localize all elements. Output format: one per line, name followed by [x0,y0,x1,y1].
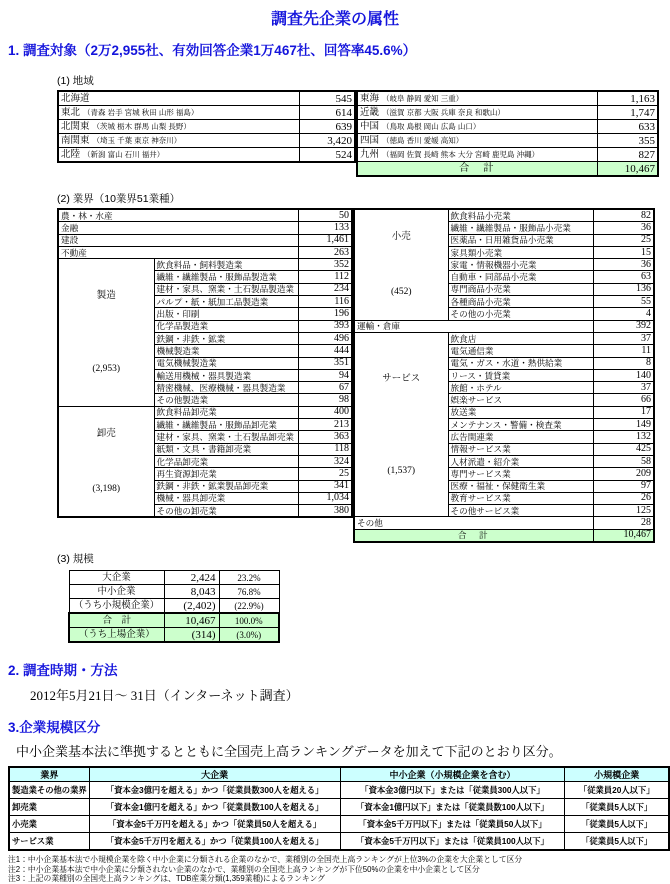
region-count-cell: 524 [299,148,355,163]
region-count-cell: 545 [299,91,355,106]
region-count-cell: 1,163 [597,91,658,106]
classification-criteria-cell: 「資本金5千万円以下」または「従業員50人以下」 [340,816,565,833]
industry-group-count: (452) [390,287,412,298]
region-name-cell [58,120,299,134]
industry-table-left [57,208,353,518]
industry-subcategory-cell: 繊維・繊維製品・服飾品小売業 [448,222,593,234]
industry-subcategory-cell: 人材派遣・紹介業 [448,455,593,467]
classification-row [9,833,669,851]
industry-count-cell: 25 [298,468,352,480]
classification-criteria-cell: 「資本金3億円以下」または「従業員300人以下」 [340,782,565,799]
region-name: 四国 [360,134,380,146]
industry-count-cell: 118 [298,443,352,455]
scale-label-cell: （うち小規模企業） [69,599,164,614]
prefecture-list: （徳島 香川 愛媛 高知） [382,135,464,145]
industry-group-count: (1,537) [387,465,416,476]
industry-subcategory-cell: その他の小売業 [448,308,593,320]
industry-count-cell: 98 [298,394,352,406]
prefecture-list: （鳥取 島根 岡山 広島 山口） [382,121,481,131]
industry-subcategory-cell: 紙類・文具・書籍卸売業 [154,443,298,455]
industry-count-cell: 15 [593,246,654,258]
section3-body: 中小企業基本法に準拠するとともに全国売上高ランキングデータを加えて下記のとおり区分。 [16,744,562,760]
industry-count-cell: 132 [593,431,654,443]
classification-criteria-cell: 「資本金1億円を超える」かつ「従業員数100人を超える」 [89,799,340,816]
section2-body: 2012年5月21日～ 31日（インターネット調査） [30,688,299,704]
classification-criteria-cell: 「資本金5千万円以下」または「従業員100人以下」 [340,833,565,851]
scale-table [68,570,280,643]
scale-count-cell: 2,424 [164,571,219,585]
industry-row [354,320,654,332]
region-row [357,120,658,134]
classification-criteria-cell: 「従業員5人以下」 [565,833,669,851]
industry-count-cell: 97 [593,480,654,492]
industry-group-name: 卸売 [96,428,116,440]
industry-subcategory-cell: その他の卸売業 [154,505,298,518]
footnote-line: 注2：中小企業基本法で中小企業に分類されない企業のなかで、業種別の全国売上高ランキングが下位50%の企業を中小企業として区分 [8,864,480,874]
industry-subcategory-cell: 出版・印刷 [154,308,298,320]
industry-row [58,209,352,222]
region-name: 東海 [360,92,380,104]
industry-subcategory-cell: 鉄鋼・非鉄・鉱業 [154,332,298,344]
classification-criteria-cell: 「資本金5千万円を超える」かつ「従業員50人を超える」 [89,816,340,833]
scale-row [69,628,279,643]
industry-count-cell: 28 [593,517,654,529]
industry-count-cell: 196 [298,308,352,320]
classification-industry-cell: 卸売業 [9,799,89,816]
region-name-cell [357,134,597,148]
industry-row [58,222,352,234]
prefecture-list: （岐阜 静岡 愛知 三重） [382,93,464,103]
industry-count-cell: 125 [593,505,654,517]
industry-count-cell: 444 [298,345,352,357]
industry-total-value-cell: 10,467 [593,529,654,542]
industry-subcategory-cell: 専門商品小売業 [448,283,593,295]
industry-subcategory-cell: 飲食料品・飼料製造業 [154,259,298,271]
region-name-cell [357,91,597,106]
industry-group-name: 小売 [391,231,411,243]
industry-count-cell: 11 [593,345,654,357]
industry-count-cell: 392 [593,320,654,332]
prefecture-list: （青森 岩手 宮城 秋田 山形 福島） [83,107,199,117]
industry-count-cell: 234 [298,283,352,295]
industry-count-cell: 352 [298,259,352,271]
classification-row [9,799,669,816]
industry-subcategory-cell: 電気機械製造業 [154,357,298,369]
classification-criteria-cell: 「従業員5人以下」 [565,799,669,816]
page-title: 調査先企業の属性 [270,11,399,28]
industry-subcategory-cell: メンテナンス・警備・検査業 [448,419,593,431]
scale-count-cell: 8,043 [164,585,219,599]
scale-row [69,585,279,599]
industry-group-wrap [59,259,154,406]
region-name: 中国 [360,120,380,132]
industry-subcategory-cell: 情報サービス業 [448,443,593,455]
classification-table [8,766,670,851]
industry-count-cell: 380 [298,505,352,518]
region-name-cell [58,148,299,163]
industry-count-cell: 209 [593,468,654,480]
industry-row [354,332,654,344]
industry-row [354,209,654,222]
industry-subcategory-cell: 旅館・ホテル [448,382,593,394]
classification-row [9,782,669,799]
industry-count-cell: 213 [298,419,352,431]
scale-count-cell: 10,467 [164,613,219,628]
industry-row [58,259,352,271]
region-count-cell: 633 [597,120,658,134]
scale-row [69,613,279,628]
industry-subcategory-cell: リース・賃貸業 [448,369,593,381]
industry-count-cell: 133 [298,222,352,234]
industry-count-cell: 140 [593,369,654,381]
industry-subcategory-cell: 娯楽サービス [448,394,593,406]
section3-heading: 3.企業規模区分 [8,720,101,736]
industry-subcategory-cell: 飲食料品小売業 [448,209,593,222]
industry-subcategory-cell: 機械製造業 [154,345,298,357]
classification-industry-cell: サービス業 [9,833,89,851]
industry-subcategory-cell: 建材・家具、窯業・土石製品卸売業 [154,431,298,443]
region-name-cell [357,106,597,120]
region-row [357,148,658,162]
classification-row [9,816,669,833]
prefecture-list: （新潟 富山 石川 福井） [83,149,165,159]
industry-category-cell: 建設 [58,234,298,246]
scale-row [69,571,279,585]
industry-category-cell: 運輸・倉庫 [354,320,593,332]
industry-category-cell: 不動産 [58,246,298,258]
industry-count-cell: 25 [593,234,654,246]
industry-subcategory-cell: 飲食店 [448,332,593,344]
industry-subcategory-cell: 放送業 [448,406,593,418]
region-row [357,134,658,148]
region-count-cell: 3,420 [299,134,355,148]
section1-heading: 1. 調査対象（2万2,955社、有効回答企業1万467社、回答率45.6%） [8,43,417,58]
prefecture-list: （埼玉 千葉 東京 神奈川） [92,135,182,145]
industry-count-cell: 82 [593,209,654,222]
region-count-cell: 827 [597,148,658,162]
footnotes [8,855,670,884]
classification-criteria-cell: 「従業員5人以下」 [565,816,669,833]
region-name: 北海道 [61,92,90,104]
region-total-label-cell: 合 計 [357,162,597,177]
region-name: 九州 [360,148,380,160]
scale-label-cell: 中小企業 [69,585,164,599]
classification-criteria-cell: 「資本金1億円以下」または「従業員数100人以下」 [340,799,565,816]
industry-count-cell: 136 [593,283,654,295]
industry-subcategory-cell: 広告関連業 [448,431,593,443]
classification-header-cell: 業界 [9,767,89,782]
industry-subcategory-cell: 専門サービス業 [448,468,593,480]
industry-count-cell: 50 [298,209,352,222]
region-row [58,134,355,148]
industry-group-cell [58,406,154,517]
region-count-cell: 355 [597,134,658,148]
industry-group-wrap [59,407,154,517]
region-row [58,91,355,106]
industry-subcategory-cell: 輸送用機械・器具製造業 [154,369,298,381]
prefecture-list: （福岡 佐賀 長崎 熊本 大分 宮崎 鹿児島 沖縄） [382,149,540,159]
industry-subcategory-cell: 家電・情報機器小売業 [448,259,593,271]
industry-group-cell [354,209,448,320]
industry-count-cell: 393 [298,320,352,332]
industry-subcategory-cell: 教育サービス業 [448,492,593,504]
industry-subcategory-cell: 繊維・繊維製品・服飾品卸売業 [154,419,298,431]
industry-count-cell: 496 [298,332,352,344]
industry-group-count: (3,198) [92,483,121,494]
industry-count-cell: 400 [298,406,352,418]
industry-category-cell: 農・林・水産 [58,209,298,222]
industry-subcategory-cell: 家具類小売業 [448,246,593,258]
industry-count-cell: 17 [593,406,654,418]
region-name: 東北 [61,106,81,118]
industry-table-right [353,208,655,543]
industry-count-cell: 26 [593,492,654,504]
industry-count-cell: 4 [593,308,654,320]
classification-header-cell: 小規模企業 [565,767,669,782]
industry-row [58,234,352,246]
industry-subcategory-cell: 自動車・同部品小売業 [448,271,593,283]
industry-count-cell: 1,034 [298,492,352,504]
section2-heading: 2. 調査時期・方法 [8,663,118,679]
industry-total-row [354,529,654,542]
region-table-left [57,90,356,163]
industry-group-cell [354,332,448,516]
scale-percent-cell: (22.9%) [219,599,279,614]
industry-subcategory-cell: 医薬品・日用雑貨品小売業 [448,234,593,246]
industry-count-cell: 94 [298,369,352,381]
industry-count-cell: 8 [593,357,654,369]
region-name-cell [357,120,597,134]
industry-count-cell: 263 [298,246,352,258]
region-count-cell: 1,747 [597,106,658,120]
region-row [357,106,658,120]
classification-criteria-cell: 「資本金5千万円を超える」かつ「従業員100人を超える」 [89,833,340,851]
industry-count-cell: 425 [593,443,654,455]
industry-count-cell: 112 [298,271,352,283]
industry-count-cell: 37 [593,382,654,394]
scale-percent-cell: 76.8% [219,585,279,599]
prefecture-list: （茨城 栃木 群馬 山梨 長野） [92,121,191,131]
region-name: 近畿 [360,106,380,118]
region-subheading: (1) 地域 [57,75,94,87]
industry-subcategory-cell: パルプ・紙・紙加工品製造業 [154,296,298,308]
industry-count-cell: 55 [593,296,654,308]
industry-count-cell: 1,461 [298,234,352,246]
industry-group-wrap [355,210,448,320]
industry-count-cell: 149 [593,419,654,431]
scale-count-cell: (2,402) [164,599,219,614]
industry-subcategory-cell: 電気通信業 [448,345,593,357]
region-name-cell [357,148,597,162]
industry-group-wrap [355,333,448,516]
classification-industry-cell: 小売業 [9,816,89,833]
industry-row [58,406,352,418]
industry-subcategory-cell: 繊維・繊維製品・服飾品製造業 [154,271,298,283]
classification-header-cell: 大企業 [89,767,340,782]
industry-count-cell: 67 [298,382,352,394]
industry-subcategory-cell: 再生資源卸売業 [154,468,298,480]
region-name: 北関東 [61,120,90,132]
region-name: 南関東 [61,134,90,146]
footnote-line: 注3：上記の業種別の全国売上高ランキングは、TDB産業分類(1,359業種)によるランキング [8,874,326,884]
industry-count-cell: 58 [593,455,654,467]
industry-subcategory-cell: 機械・器具卸売業 [154,492,298,504]
region-row [58,106,355,120]
industry-group-cell [58,259,154,407]
industry-count-cell: 63 [593,271,654,283]
scale-percent-cell: 100.0% [219,613,279,628]
industry-subcategory-cell: 各種商品小売業 [448,296,593,308]
classification-header-row [9,767,669,782]
industry-subcategory-cell: その他サービス業 [448,505,593,517]
industry-row [58,246,352,258]
industry-subcategory-cell: その他製造業 [154,394,298,406]
industry-row [354,517,654,529]
region-name-cell [58,91,299,106]
scale-label-cell: 大企業 [69,571,164,585]
industry-total-label-cell: 合 計 [354,529,593,542]
region-row [357,91,658,106]
industry-count-cell: 351 [298,357,352,369]
industry-subcategory-cell: 鉄鋼・非鉄・鉱業製品卸売業 [154,480,298,492]
industry-subcategory-cell: 化学品製造業 [154,320,298,332]
industry-subcategory-cell: 精密機械、医療機械・器具製造業 [154,382,298,394]
industry-category-cell: 金融 [58,222,298,234]
industry-group-count: (2,953) [92,364,121,375]
industry-subheading: (2) 業界（10業界51業種） [57,193,181,205]
industry-subcategory-cell: 建材・家具、窯業・土石製品製造業 [154,283,298,295]
scale-label-cell: （うち上場企業） [69,628,164,643]
classification-header-cell: 中小企業（小規模企業を含む） [340,767,565,782]
region-table-right [356,90,659,177]
industry-count-cell: 116 [298,296,352,308]
scale-label-cell: 合 計 [69,613,164,628]
region-row [58,120,355,134]
region-name: 北陸 [61,148,81,160]
region-total-row [357,162,658,177]
region-name-cell [58,106,299,120]
region-row [58,148,355,163]
industry-subcategory-cell: 電気・ガス・水道・熱供給業 [448,357,593,369]
industry-subcategory-cell: 化学品卸売業 [154,455,298,467]
scale-subheading: (3) 規模 [57,553,94,566]
industry-category-cell: その他 [354,517,593,529]
industry-count-cell: 341 [298,480,352,492]
industry-group-name: 製造 [96,289,116,301]
footnote-line: 注1：中小企業基本法で小規模企業を除く中小企業に分類される企業のなかで、業種別の全国売上高ランキングが上位3%の企業を大企業として区分 [8,855,523,865]
region-tables [57,90,670,177]
industry-count-cell: 36 [593,259,654,271]
classification-criteria-cell: 「従業員20人以下」 [565,782,669,799]
classification-industry-cell: 製造業その他の業界 [9,782,89,799]
document-page [0,6,670,884]
scale-percent-cell: (3.0%) [219,628,279,643]
scale-count-cell: (314) [164,628,219,643]
industry-count-cell: 363 [298,431,352,443]
region-count-cell: 639 [299,120,355,134]
classification-criteria-cell: 「資本金3億円を超える」かつ「従業員数300人を超える」 [89,782,340,799]
prefecture-list: （滋賀 京都 大阪 兵庫 奈良 和歌山） [382,107,505,117]
region-name-cell [58,134,299,148]
industry-subcategory-cell: 飲食料品卸売業 [154,406,298,418]
industry-count-cell: 324 [298,455,352,467]
region-count-cell: 614 [299,106,355,120]
industry-group-name: サービス [382,372,421,384]
region-total-value-cell: 10,467 [597,162,658,177]
industry-count-cell: 36 [593,222,654,234]
industry-count-cell: 37 [593,332,654,344]
industry-count-cell: 66 [593,394,654,406]
scale-percent-cell: 23.2% [219,571,279,585]
scale-row [69,599,279,614]
industry-subcategory-cell: 医療・福祉・保健衛生業 [448,480,593,492]
industry-tables [57,208,670,543]
